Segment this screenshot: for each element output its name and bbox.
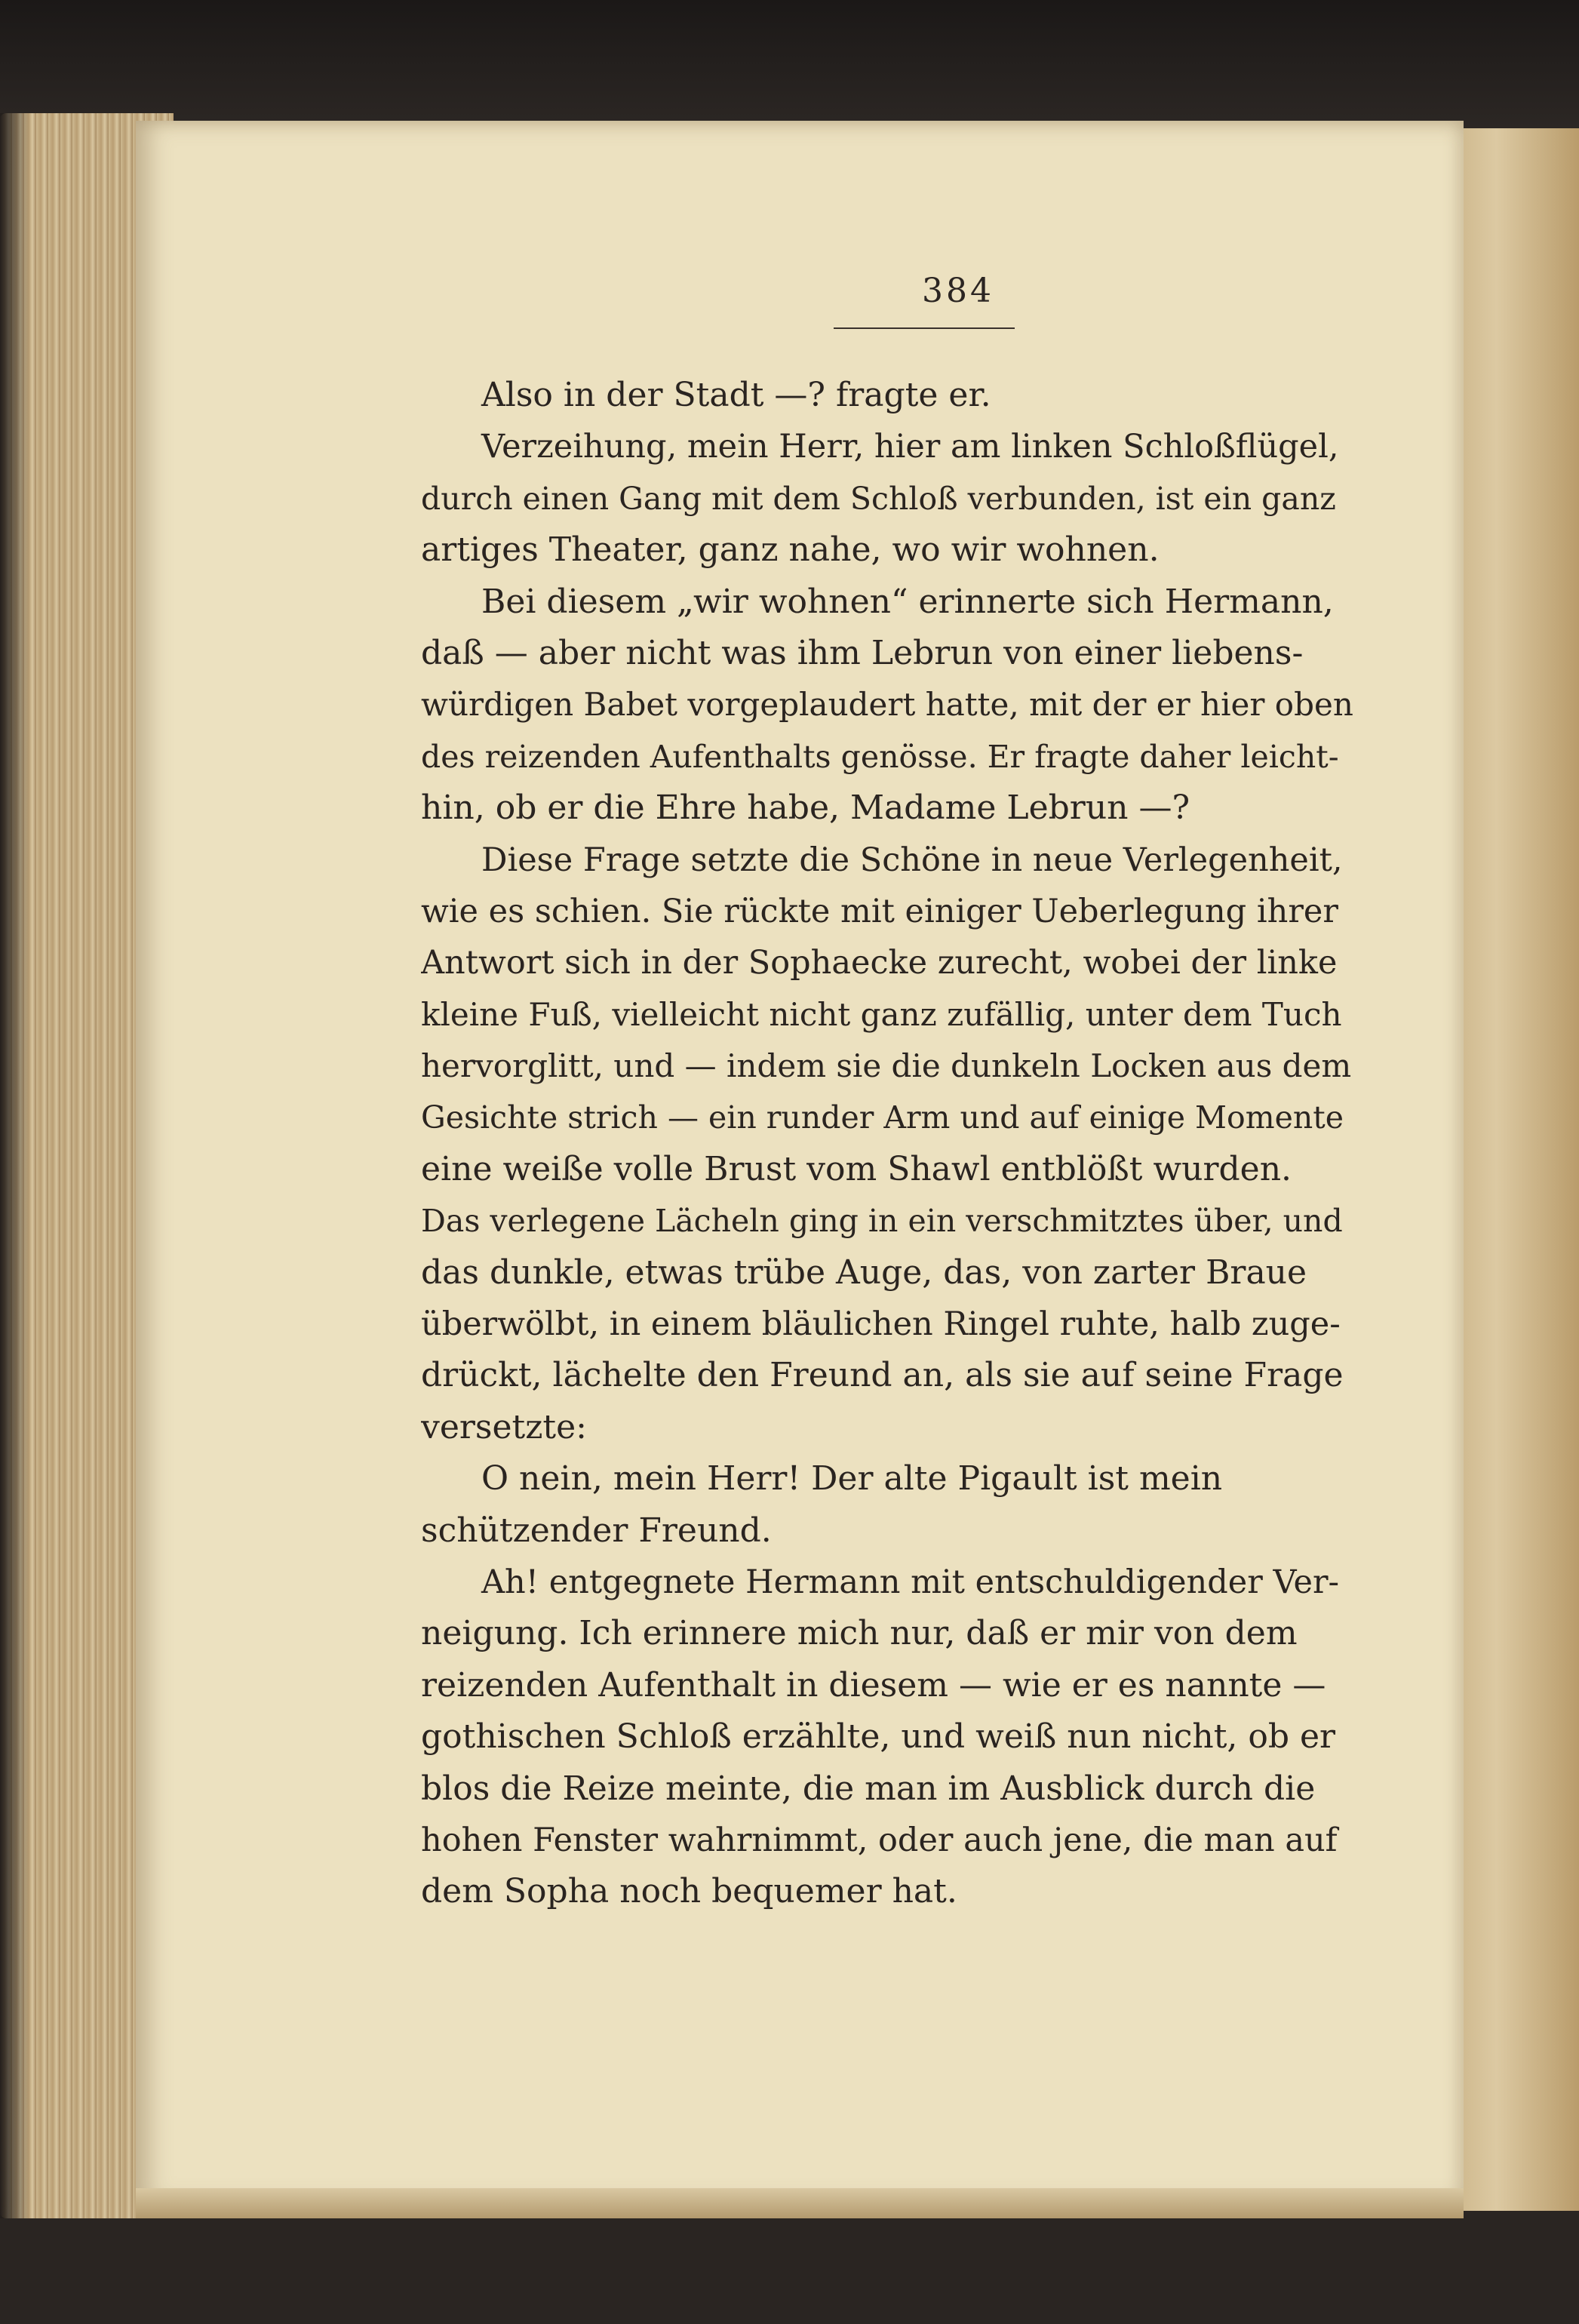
text-line: blos die Reize meinte, die man im Ausblick durch die: [421, 1769, 1316, 1808]
text-line: hervorglitt, und — indem sie die dunkeln Locken aus dem: [421, 1047, 1352, 1085]
text-line: eine weiße volle Brust vom Shawl entblößt wurden.: [421, 1149, 1292, 1188]
text-line: neigung. Ich erinnere mich nur, daß er mir von dem: [421, 1614, 1298, 1653]
text-line: drückt, lächelte den Freund an, als sie auf seine Frage: [421, 1356, 1344, 1395]
text-line: Ah! entgegnete Hermann mit entschuldigender Ver-: [481, 1563, 1340, 1601]
text-line: das dunkle, etwas trübe Auge, das, von zarter Braue: [421, 1253, 1307, 1292]
page-number: 384: [922, 272, 994, 310]
page-bottom-edge: [136, 2188, 1464, 2218]
text-line: Diese Frage setzte die Schöne in neue Verlegenheit,: [481, 841, 1343, 879]
text-line: Gesichte strich — ein runder Arm und auf einige Momente: [421, 1099, 1344, 1136]
text-line: schützender Freund.: [421, 1511, 772, 1550]
text-line: daß — aber nicht was ihm Lebrun von einer liebens-: [421, 633, 1304, 672]
text-line: durch einen Gang mit dem Schloß verbunden, ist ein ganz: [421, 480, 1336, 517]
text-line: Antwort sich in der Sophaecke zurecht, wobei der linke: [421, 944, 1338, 982]
text-line: reizenden Aufenthalt in diesem — wie er es nannte —: [421, 1665, 1326, 1705]
text-line: versetzte:: [421, 1407, 587, 1446]
text-line: dem Sopha noch bequemer hat.: [421, 1872, 957, 1911]
text-line: Das verlegene Lächeln ging in ein verschmitztes über, und: [421, 1203, 1343, 1240]
text-line: Bei diesem „wir wohnen“ erinnerte sich Hermann,: [481, 582, 1334, 621]
text-line: gothischen Schloß erzählte, und weiß nun nicht, ob er: [421, 1717, 1336, 1757]
text-line: wie es schien. Sie rückte mit einiger Ueberlegung ihrer: [421, 892, 1338, 930]
text-line: artiges Theater, ganz nahe, wo wir wohnen.: [421, 530, 1160, 570]
header-rule: [834, 327, 1015, 329]
text-line: hohen Fenster wahrnimmt, oder auch jene, die man auf: [421, 1821, 1338, 1859]
text-line: Verzeihung, mein Herr, hier am linken Schloßflügel,: [481, 428, 1339, 466]
text-line: kleine Fuß, vielleicht nicht ganz zufällig, unter dem Tuch: [421, 995, 1342, 1033]
text-line: Also in der Stadt —? fragte er.: [481, 376, 991, 414]
text-line: würdigen Babet vorgeplaudert hatte, mit der er hier oben: [421, 686, 1353, 724]
text-line: O nein, mein Herr! Der alte Pigault ist mein: [481, 1459, 1223, 1499]
text-line: des reizenden Aufenthalts genösse. Er fragte daher leicht-: [421, 738, 1339, 775]
text-line: überwölbt, in einem bläulichen Ringel ruhte, halb zuge-: [421, 1305, 1341, 1344]
scan-background: [0, 0, 1579, 128]
body-text: [421, 370, 1356, 1918]
book-edge-shadow: [0, 113, 30, 2218]
text-line: hin, ob er die Ehre habe, Madame Lebrun —?: [421, 788, 1190, 828]
